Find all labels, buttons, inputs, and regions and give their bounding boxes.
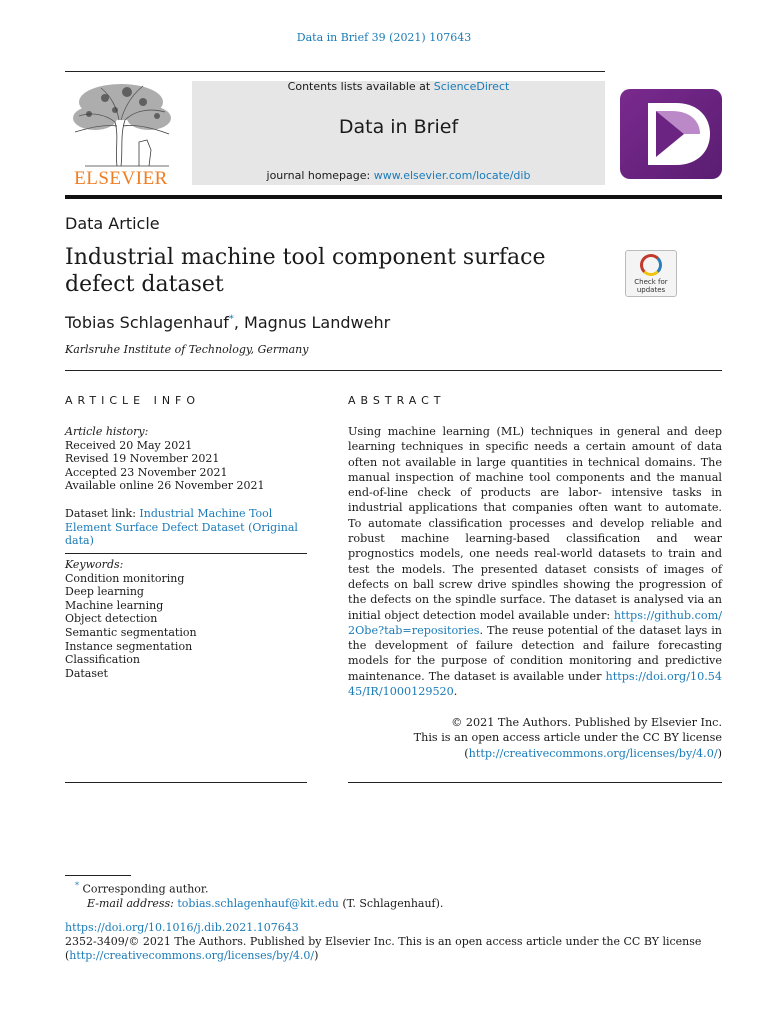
affiliation: Karlsruhe Institute of Technology, Germany bbox=[65, 343, 309, 356]
check-badge-label: Check for updates bbox=[634, 278, 668, 294]
abstract-text: Using machine learning (ML) techniques in general and deep learning techniques in specific needs a certain amount of data often not available in large quantities in technical domains. The manual inspection of machine tool components and the manual end-of-line check of products are labor- intensive tasks in industrial applications that companies often want to automate. To automate classification processes and develop reliable and robust machine learning-based classification and wear prognostics models, one needs real-world datasets to train and test the models. The presented dataset consists of images of defects on ball screw drive spindles showing the progression of the defects on the spindle surface. The dataset is analysed via an initial object detection model available under: bbox=[348, 425, 722, 622]
paren-open: ( bbox=[464, 746, 469, 760]
keywords-block bbox=[65, 558, 307, 680]
dataset-doi-link[interactable]: https://doi.org/10.5445/IR/1000129520 bbox=[348, 669, 722, 699]
journal-header-box bbox=[192, 81, 605, 185]
header-top-rule bbox=[65, 71, 605, 72]
keyword-item: Classification bbox=[65, 653, 141, 667]
article-doi-link[interactable]: https://doi.org/10.1016/j.dib.2021.107643 bbox=[65, 921, 299, 934]
abstract-text: . bbox=[453, 685, 458, 699]
cc-license-link[interactable]: http://creativecommons.org/licenses/by/4.0/ bbox=[468, 746, 718, 760]
paren-open: ( bbox=[65, 949, 70, 962]
author-name: Tobias Schlagenhauf bbox=[65, 313, 229, 332]
email-label: E-mail address: bbox=[87, 897, 178, 911]
keywords-label: Keywords: bbox=[65, 558, 124, 571]
crossmark-icon bbox=[640, 254, 662, 276]
journal-title: Data in Brief bbox=[338, 116, 459, 138]
footnote-mark: * bbox=[75, 881, 79, 890]
article-history bbox=[65, 425, 307, 493]
abstract-body bbox=[348, 424, 722, 699]
paren-close: ) bbox=[314, 949, 319, 962]
journal-homepage-line bbox=[192, 169, 605, 182]
github-link[interactable]: https://github.com/2Obe?tab=repositories bbox=[348, 608, 722, 637]
contents-prefix: Contents lists available at bbox=[287, 80, 434, 93]
abstract-license-line: This is an open access article under the CC BY license bbox=[413, 731, 722, 745]
header-thick-rule bbox=[65, 195, 722, 199]
elsevier-wordmark: ELSEVIER bbox=[74, 168, 168, 189]
bottom-copyright: 2352-3409/© 2021 The Authors. Published by Elsevier Inc. This is an open access article under the CC BY license bbox=[65, 935, 702, 948]
keyword-item: Semantic segmentation bbox=[65, 625, 197, 639]
tree-icon bbox=[65, 80, 177, 168]
sciencedirect-link[interactable]: ScienceDirect bbox=[433, 80, 510, 93]
abstract-license-block bbox=[348, 715, 722, 761]
history-item: Revised 19 November 2021 bbox=[65, 452, 220, 466]
brief-d-icon bbox=[620, 89, 722, 179]
data-in-brief-logo bbox=[620, 89, 722, 179]
dataset-link[interactable]: Industrial Machine Tool Element Surface Defect Dataset (Original data) bbox=[65, 507, 298, 548]
email-link[interactable]: tobias.schlagenhauf@kit.edu bbox=[177, 897, 339, 911]
keyword-item: Condition monitoring bbox=[65, 571, 185, 585]
keyword-item: Instance segmentation bbox=[65, 639, 193, 653]
paren-close: ) bbox=[717, 746, 722, 760]
article-info-heading: ARTICLE INFO bbox=[65, 394, 201, 407]
keyword-item: Dataset bbox=[65, 666, 108, 680]
abstract-bottom-rule bbox=[348, 782, 722, 783]
keywords-rule bbox=[65, 553, 307, 554]
corresponding-author-mark[interactable]: * bbox=[228, 313, 234, 325]
homepage-link[interactable]: www.elsevier.com/locate/dib bbox=[373, 169, 531, 182]
corresponding-label: Corresponding author. bbox=[82, 882, 209, 896]
info-bottom-rule bbox=[65, 782, 307, 783]
footnote-email-line bbox=[65, 897, 443, 912]
author-separator: , bbox=[233, 313, 245, 332]
bottom-cc-license-link[interactable]: http://creativecommons.org/licenses/by/4.0/ bbox=[69, 949, 315, 962]
journal-citation[interactable]: Data in Brief 39 (2021) 107643 bbox=[296, 31, 472, 44]
abstract-text: . The reuse potential of the dataset lays in the development of failure detection and failure forecasting models for the purpose of condition monitoring and predictive maintenance. The dataset is available under bbox=[348, 623, 722, 683]
dataset-link-prefix: Dataset link: bbox=[65, 507, 140, 520]
abstract-copyright: © 2021 The Authors. Published by Elsevier Inc. bbox=[451, 716, 722, 729]
bottom-license-line bbox=[65, 949, 722, 963]
article-type: Data Article bbox=[65, 214, 160, 233]
author-list bbox=[65, 313, 390, 332]
history-label: Article history: bbox=[65, 425, 149, 438]
history-item: Received 20 May 2021 bbox=[65, 438, 193, 452]
section-rule bbox=[65, 370, 722, 371]
bottom-matter bbox=[65, 921, 722, 963]
contents-line bbox=[192, 81, 605, 93]
homepage-prefix: journal homepage: bbox=[266, 169, 374, 182]
abstract-license-link-line bbox=[348, 746, 722, 761]
elsevier-logo bbox=[65, 80, 177, 190]
history-item: Available online 26 November 2021 bbox=[65, 479, 265, 493]
history-item: Accepted 23 November 2021 bbox=[65, 465, 228, 479]
abstract-heading: ABSTRACT bbox=[348, 394, 446, 407]
footnote-rule bbox=[65, 875, 131, 876]
author-name: Magnus Landwehr bbox=[244, 313, 391, 332]
article-title: Industrial machine tool component surface defect dataset bbox=[65, 245, 546, 297]
footnote-corresponding bbox=[65, 879, 443, 897]
email-suffix: (T. Schlagenhauf). bbox=[338, 897, 444, 911]
check-for-updates-badge[interactable] bbox=[625, 250, 677, 297]
keyword-item: Deep learning bbox=[65, 585, 144, 599]
keyword-item: Object detection bbox=[65, 612, 158, 626]
footnote bbox=[65, 879, 443, 912]
keyword-item: Machine learning bbox=[65, 598, 164, 612]
dataset-link-block bbox=[65, 507, 307, 548]
